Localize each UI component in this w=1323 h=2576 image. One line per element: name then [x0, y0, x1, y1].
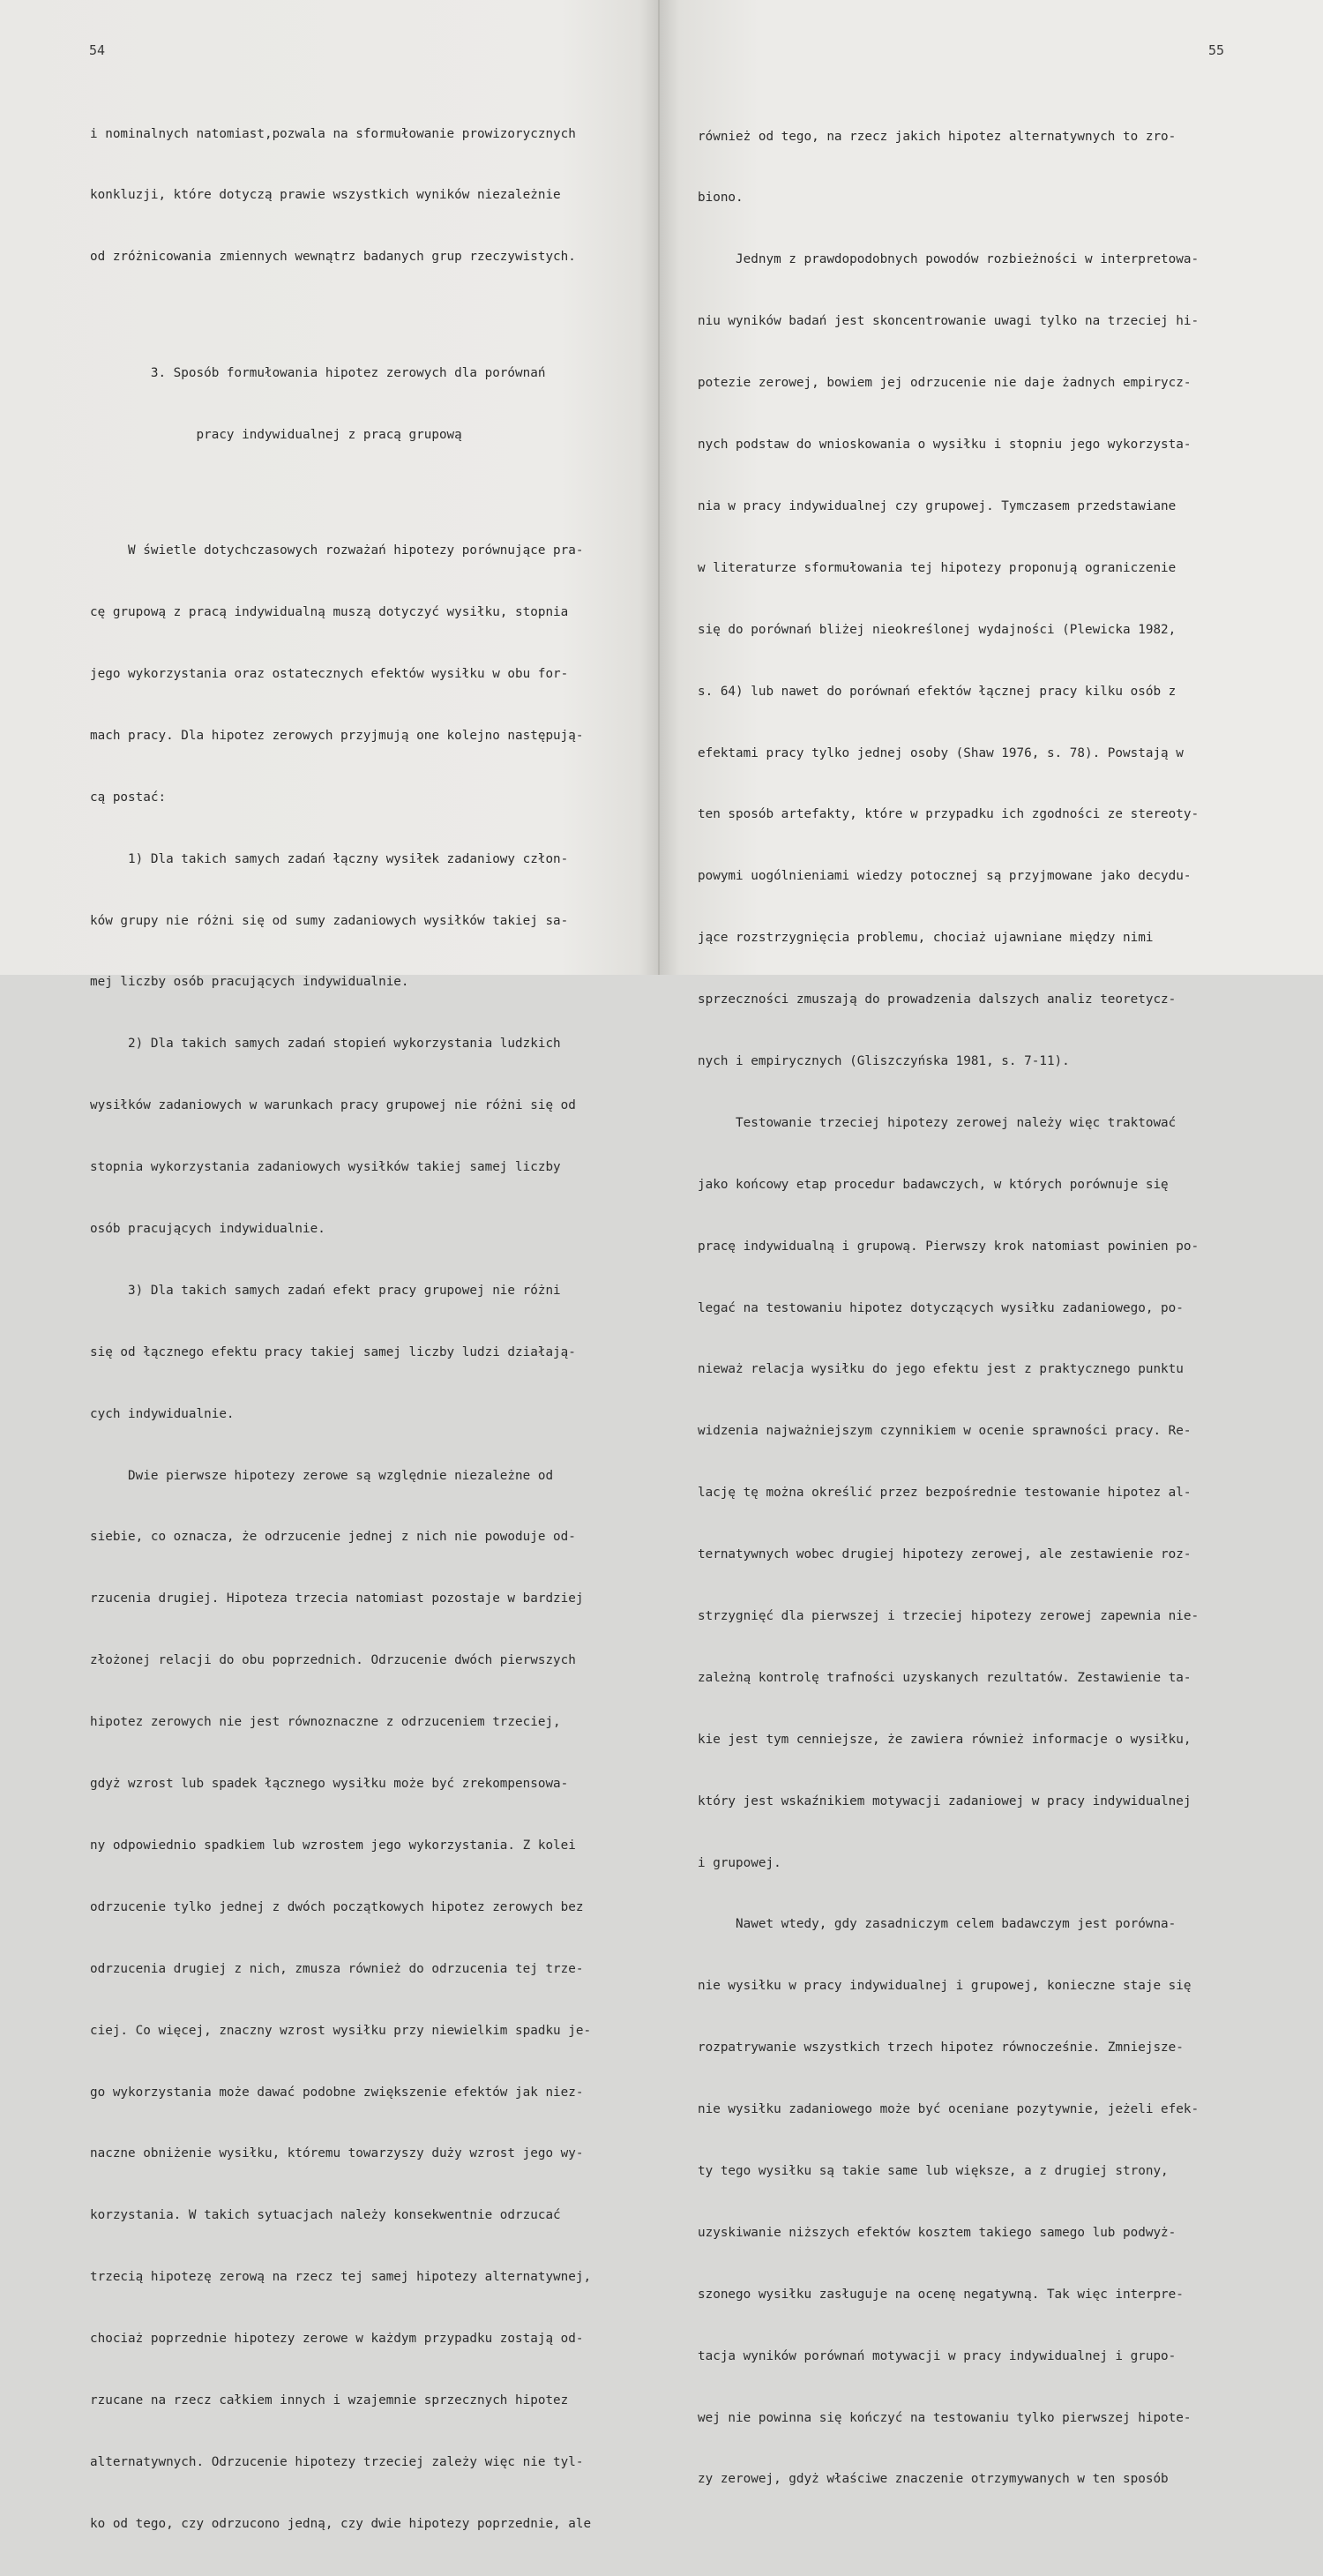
text-line: cych indywidualnie. — [90, 1406, 235, 1421]
text-line: nych podstaw do wnioskowania o wysiłku i stopniu jego wykorzysta- — [698, 438, 1192, 453]
text-line: szonego wysiłku zasługuje na ocenę negatywną. Tak więc interpre- — [698, 2287, 1184, 2302]
page-number: 55 — [1207, 42, 1224, 58]
text-line: nych i empirycznych (Gliszczyńska 1981, s. 7-11). — [698, 1053, 1070, 1068]
text-line: zy zerowej, gdyż właściwe znaczenie otrzymywanych w ten sposób — [698, 2472, 1169, 2487]
text-line: zależną kontrolę trafności uzyskanych rezultatów. Zestawienie ta- — [698, 1670, 1192, 1685]
text-line: jące rozstrzygnięcia problemu, chociaż ujawniane między nimi — [698, 931, 1154, 946]
text-line: i grupowej. — [698, 1855, 781, 1870]
text-line: cą postać: — [90, 790, 167, 805]
text-line: od zróżnicowania zmiennych wewnątrz badanych grup rzeczywistych. — [90, 250, 576, 265]
text-line: alternatywnych. Odrzucenie hipotezy trzeciej zależy więc nie tyl- — [90, 2454, 584, 2469]
text-line: Jednym z prawdopodobnych powodów rozbieżności w interpretowa- — [698, 252, 1200, 267]
text-line: ko od tego, czy odrzucono jedną, czy dwie hipotezy poprzednie, ale — [90, 2516, 592, 2531]
text-line: strzygnięć dla pierwszej i trzeciej hipotezy zerowej zapewnia nie- — [698, 1608, 1200, 1623]
left-page — [0, 0, 660, 2531]
text-line: rozpatrywanie wszystkich trzech hipotez równocześnie. Zmniejsze- — [698, 2041, 1184, 2056]
text-line: kie jest tym cenniejsze, że zawiera również informacje o wysiłku, — [698, 1732, 1192, 1747]
text-line: potezie zerowej, bowiem jej odrzucenie nie daje żadnych empirycz- — [698, 376, 1192, 391]
page-text — [698, 86, 1245, 2531]
page-number: 54 — [89, 42, 106, 58]
text-line: widzenia najważniejszym czynnikiem w ocenie sprawności pracy. Re- — [698, 1424, 1192, 1439]
text-line: legać na testowaniu hipotez dotyczących wysiłku zadaniowego, po- — [698, 1300, 1184, 1315]
text-line: lację tę można określić przez bezpośrednie testowanie hipotez al- — [698, 1486, 1192, 1501]
text-line: 1) Dla takich samych zadań łączny wysiłek zadaniowy człon- — [90, 851, 569, 866]
text-line: s. 64) lub nawet do porównań efektów łącznej pracy kilku osób z — [698, 684, 1177, 699]
section-heading-line: 3. Sposób formułowania hipotez zerowych dla porównań — [90, 365, 546, 380]
text-line: rzucane na rzecz całkiem innych i wzajemnie sprzecznych hipotez — [90, 2393, 569, 2408]
section-heading-line: pracy indywidualnej z pracą grupową — [90, 427, 462, 442]
text-line: Dwie pierwsze hipotezy zerowe są względnie niezależne od — [90, 1468, 554, 1483]
text-line: gdyż wzrost lub spadek łącznego wysiłku może być zrekompensowa- — [90, 1777, 569, 1792]
text-line: go wykorzystania może dawać podobne zwiększenie efektów jak niez- — [90, 2085, 584, 2100]
page-text — [90, 83, 637, 2576]
spacer — [90, 309, 637, 322]
text-line: wysiłków zadaniowych w warunkach pracy grupowej nie różni się od — [90, 1098, 576, 1113]
text-line: jako końcowy etap procedur badawczych, w których porównuje się — [698, 1177, 1169, 1192]
text-line: 3) Dla takich samych zadań efekt pracy grupowej nie różni — [90, 1283, 561, 1298]
text-line: siebie, co oznacza, że odrzucenie jednej z nich nie powoduje od- — [90, 1530, 576, 1545]
text-line: W świetle dotychczasowych rozważań hipotezy porównujące pra- — [90, 543, 584, 558]
text-line: cę grupową z pracą indywidualną muszą dotyczyć wysiłku, stopnia — [90, 605, 569, 620]
text-line: nia w pracy indywidualnej czy grupowej. Tymczasem przedstawiane — [698, 498, 1177, 513]
text-line: osób pracujących indywidualnie. — [90, 1222, 325, 1237]
text-line: nie wysiłku w pracy indywidualnej i grupowej, konieczne staje się — [698, 1979, 1192, 1994]
text-line: sprzeczności zmuszają do prowadzenia dalszych analiz teoretycz- — [698, 992, 1177, 1007]
text-line: uzyskiwanie niższych efektów kosztem takiego samego lub podwyż- — [698, 2225, 1177, 2240]
text-line: hipotez zerowych nie jest równoznaczne z odrzuceniem trzeciej, — [90, 1715, 561, 1730]
text-line: powymi uogólnieniami wiedzy potocznej są przyjmowane jako decydu- — [698, 869, 1192, 884]
text-line: odrzucenia drugiej z nich, zmusza również do odrzucenia tej trze- — [90, 1961, 584, 1976]
text-line: się od łącznego efektu pracy takiej samej liczby ludzi działają- — [90, 1344, 576, 1359]
text-line: również od tego, na rzecz jakich hipotez alternatywnych to zro- — [698, 129, 1177, 144]
text-line: ciej. Co więcej, znaczny wzrost wysiłku przy niewielkim spadku je- — [90, 2023, 592, 2038]
text-line: i nominalnych natomiast,pozwala na sformułowanie prowizorycznych — [90, 126, 576, 141]
text-line: chociaż poprzednie hipotezy zerowe w każdym przypadku zostają od- — [90, 2332, 584, 2347]
text-line: Testowanie trzeciej hipotezy zerowej należy więc traktować — [698, 1115, 1177, 1130]
text-line: odrzucenie tylko jednej z dwóch początkowych hipotez zerowych bez — [90, 1899, 584, 1914]
text-line: mach pracy. Dla hipotez zerowych przyjmują one kolejno następują- — [90, 728, 584, 743]
text-line: jego wykorzystania oraz ostatecznych efektów wysiłku w obu for- — [90, 667, 569, 682]
text-line: ny odpowiednio spadkiem lub wzrostem jego wykorzystania. Z kolei — [90, 1838, 576, 1853]
text-line: ty tego wysiłku są takie same lub większe, a z drugiej strony, — [698, 2163, 1169, 2178]
text-line: ternatywnych wobec drugiej hipotezy zerowej, ale zestawienie roz- — [698, 1547, 1192, 1562]
text-line: pracę indywidualną i grupową. Pierwszy krok natomiast powinien po- — [698, 1239, 1200, 1254]
text-line: złożonej relacji do obu poprzednich. Odrzucenie dwóch pierwszych — [90, 1653, 576, 1668]
text-line: korzystania. W takich sytuacjach należy konsekwentnie odrzucać — [90, 2208, 561, 2223]
text-line: który jest wskaźnikiem motywacji zadaniowej w pracy indywidualnej — [698, 1793, 1192, 1808]
text-line: się do porównań bliżej nieokreślonej wydajności (Plewicka 1982, — [698, 622, 1177, 637]
text-line: biono. — [698, 191, 744, 206]
text-line: efektami pracy tylko jednej osoby (Shaw 1976, s. 78). Powstają w — [698, 745, 1184, 760]
text-line: tacja wyników porównań motywacji w pracy indywidualnej i grupo- — [698, 2348, 1177, 2363]
text-line: mej liczby osób pracujących indywidualnie. — [90, 975, 409, 990]
text-line: w literaturze sformułowania tej hipotezy proponują ograniczenie — [698, 560, 1177, 575]
spacer — [90, 487, 637, 500]
text-line: nieważ relacja wysiłku do jego efektu jest z praktycznego punktu — [698, 1362, 1184, 1377]
text-line: naczne obniżenie wysiłku, któremu towarzyszy duży wzrost jego wy- — [90, 2146, 584, 2161]
text-line: rzucenia drugiej. Hipoteza trzecia natomiast pozostaje w bardziej — [90, 1591, 584, 1606]
text-line: wej nie powinna się kończyć na testowaniu tylko pierwszej hipote- — [698, 2410, 1192, 2425]
text-line: 2) Dla takich samych zadań stopień wykorzystania ludzkich — [90, 1037, 561, 1052]
text-line: nie wysiłku zadaniowego może być oceniane pozytywnie, jeżeli efek- — [698, 2102, 1200, 2117]
text-line: ków grupy nie różni się od sumy zadaniowych wysiłków takiej sa- — [90, 913, 569, 928]
text-line: stopnia wykorzystania zadaniowych wysiłków takiej samej liczby — [90, 1160, 561, 1175]
right-page — [660, 0, 1323, 2487]
text-line: niu wyników badań jest skoncentrowanie uwagi tylko na trzeciej hi- — [698, 314, 1200, 329]
text-line: ten sposób artefakty, które w przypadku ich zgodności ze stereoty- — [698, 807, 1200, 822]
text-line: Nawet wtedy, gdy zasadniczym celem badawczym jest porówna- — [698, 1917, 1177, 1932]
text-line: konkluzji, które dotyczą prawie wszystkich wyników niezależnie — [90, 188, 561, 203]
text-line: trzecią hipotezę zerową na rzecz tej samej hipotezy alternatywnej, — [90, 2270, 592, 2285]
